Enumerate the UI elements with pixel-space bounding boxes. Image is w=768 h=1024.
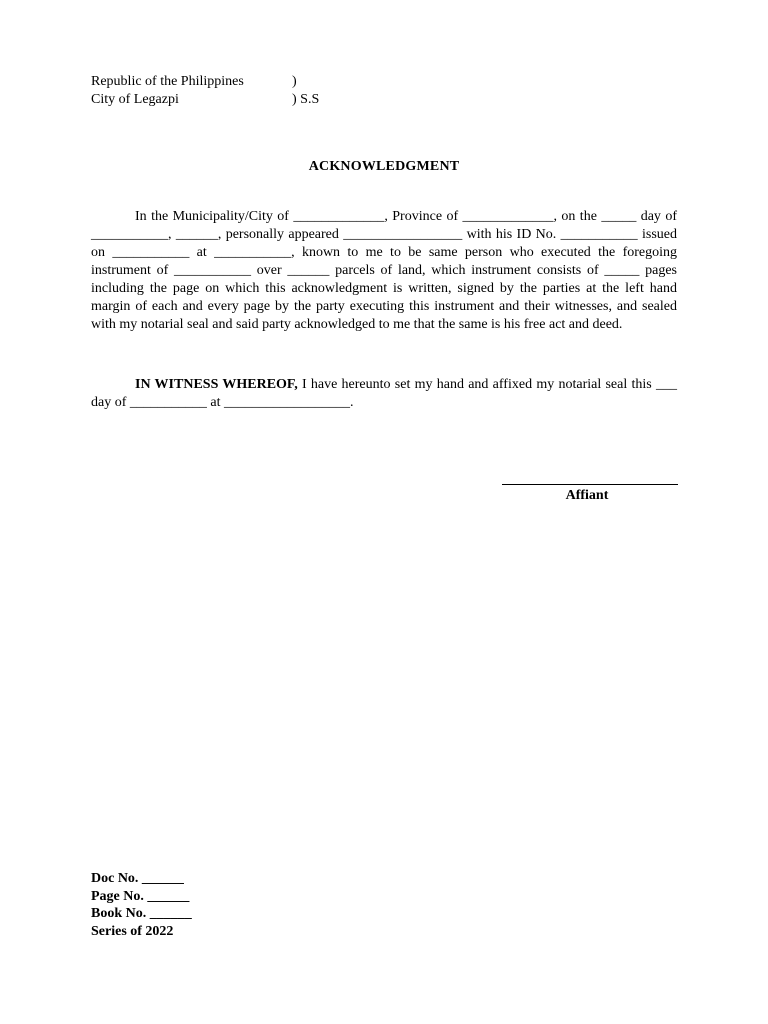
venue-paren: ) (292, 74, 297, 89)
page-no: Page No. ______ (91, 888, 190, 904)
acknowledgment-paragraph: In the Municipality/City of _____________, Province of _____________, on the _____ day of ___________, ______, personally appeared _________________ with his ID No. ___________ issued on ___________ at ___________, known to me to be same person who executed the foregoing instrument of ___________ over ______ parcels of land, which instrument consists of _____ pages including the page on which this acknowledgment is written, signed by the parties at the left hand margin of each and every page by the party executing this instrument and their witnesses, and sealed with my notarial seal and said party acknowledged to me that the same is his free act and deed. (91, 209, 677, 332)
witness-lead: IN WITNESS WHEREOF, (135, 377, 298, 392)
signature-line (502, 484, 678, 485)
affiant-label: Affiant (565, 488, 609, 503)
witness-paragraph (91, 376, 677, 412)
witness-text: I have hereunto set my hand and affixed my notarial seal this ___ day of ___________ at __________________. (91, 377, 677, 410)
doc-no: Doc No. ______ (91, 871, 184, 886)
venue-city: City of Legazpi (91, 92, 179, 107)
book-no: Book No. ______ (91, 906, 192, 921)
series: Series of 2022 (91, 923, 174, 939)
notary-register (91, 870, 192, 940)
venue-ss: ) S.S (292, 92, 320, 107)
document-title: ACKNOWLEDGMENT (308, 159, 460, 174)
venue-republic: Republic of the Philippines (91, 74, 244, 89)
